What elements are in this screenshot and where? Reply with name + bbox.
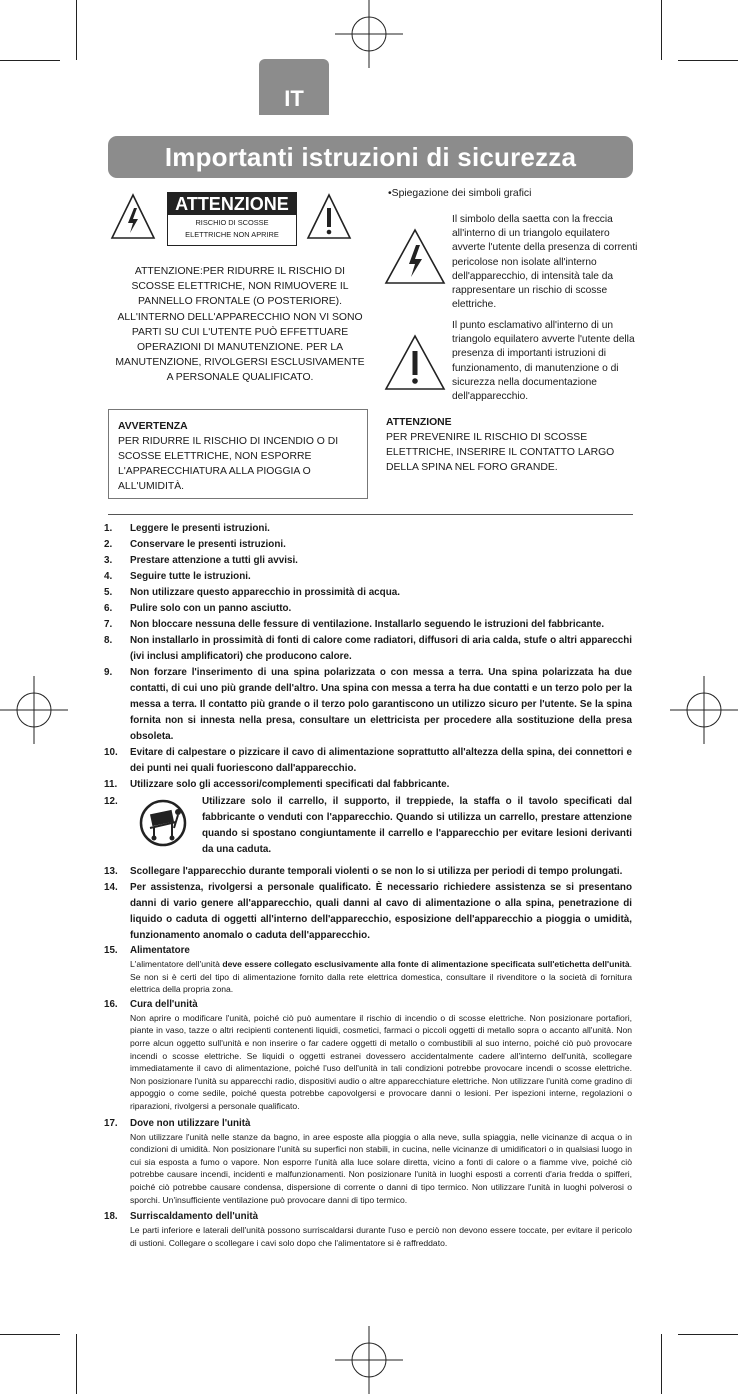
item-number: 4. xyxy=(104,571,113,582)
list-item xyxy=(104,880,632,944)
attention-label-box xyxy=(167,192,297,246)
item-text: Utilizzare solo gli accessori/complementi specificati dal fabbricante. xyxy=(130,779,450,790)
item-number: 10. xyxy=(104,747,118,758)
item-text: Non forzare l'inserimento di una spina polarizzata o con messa a terra. Una spina polarizzata ha due contatti, di cui uno più grande dell'altro. Una spina con messa a terra ha due contatti e un terzo polo per la messa a terra. Il contatto più grande o il terzo polo garantiscono un utilizzo sicuro per l'utente. Se la spina fornita non si innesta nella presa, consultare un elettricista per procedere alla sostituzione della presa obsoleta. xyxy=(130,667,632,742)
item-number: 2. xyxy=(104,539,113,550)
list-item xyxy=(104,537,632,553)
crop-mark xyxy=(76,1334,77,1394)
crop-mark xyxy=(76,0,77,60)
item-text: Evitare di calpestare o pizzicare il cavo di alimentazione soprattutto all'altezza della spina, dei connettori e dei punti nei quali fuoriescono dall'apparecchio. xyxy=(130,747,632,774)
exclamation-warning-icon xyxy=(384,334,446,392)
item-number: 17. xyxy=(104,1117,118,1129)
cart-tip-over-icon xyxy=(138,798,188,848)
avvertenza-text: PER RIDURRE IL RISCHIO DI INCENDIO O DI SCOSSE ELETTRICHE, NON ESPORRE L'APPARECCHIATURA ALLA PIOGGIA O ALL'UMIDITÀ. xyxy=(118,436,339,492)
item-text: L'alimentatore dell'unità xyxy=(130,959,223,969)
item-number: 11. xyxy=(104,779,118,790)
list-item xyxy=(104,569,632,585)
item-number: 5. xyxy=(104,587,113,598)
item-number: 13. xyxy=(104,866,118,877)
crop-mark xyxy=(661,0,662,60)
item-title: Surriscaldamento dell'unità xyxy=(130,1211,259,1223)
item-text: Non aprire o modificare l'unità, poiché ciò può aumentare il rischio di incendio o di scosse elettriche. Non posizionare portafiori, piante in vaso, tazze o altri recipienti contenenti liquidi, cosmetici, farmaci o piccoli oggetti di metallo sopra o accanto all'unità. Non porre alcun oggetto sull'unità e non inserire o far cadere oggetti di metallo o combustibili al suo interno, poiché ciò può provocare incendi o scosse elettriche. Se liquidi o oggetti estranei dovessero accidentalmente cadere all'interno dell'unità, scollegare immediatamente il cavo di alimentazione, poiché l'uso dell'unità in tali condizioni potrebbe provocare incendi o scosse elettriche. Non posizionare l'unità su apparecchi radio, dispositivi audio o altre apparecchiature elettriche. Non utilizzare l'unità come gradino di appoggio o come sedile, poiché questa potrebbe capovolgersi e provocare danni o lesioni. Per ispezioni interne, regolazioni o riparazioni, rivolgersi a personale qualificato. xyxy=(130,1012,633,1111)
crop-mark xyxy=(661,1334,662,1394)
list-item xyxy=(104,944,632,996)
item-text: . Se non si è certi del tipo di alimentazione fornito dalla rete elettrica domestica, consultare il rivenditore o la società di fornitura elettrica della propria zona. xyxy=(130,959,633,995)
item-text: Leggere le presenti istruzioni. xyxy=(130,523,270,534)
item-text: Prestare attenzione a tutti gli avvisi. xyxy=(130,555,298,566)
item-text: Seguire tutte le istruzioni. xyxy=(130,571,251,582)
attention-sub-line: RISCHIO DI SCOSSE xyxy=(195,218,269,227)
item-text: Utilizzare solo il carrello, il supporto, il treppiede, la staffa o il tavolo specificati dal fabbricante o venduti con l'apparecchio. Quando si utilizza un carrello, prestare attenzione quando si spostano congiuntamente il carrello e l'apparecchio per evitare lesioni derivanti da una caduta. xyxy=(202,796,632,855)
avvertenza-heading: AVVERTENZA xyxy=(118,421,188,432)
list-item xyxy=(104,794,632,858)
crop-mark xyxy=(0,1334,60,1335)
item-number: 12. xyxy=(104,796,118,807)
item-text: Non installarlo in prossimità di fonti di calore come radiatori, diffusori di aria calda, stufe o altri apparecchi (ivi inclusi amplificatori) che producono calore. xyxy=(130,635,632,662)
item-text: Non utilizzare questo apparecchio in prossimità di acqua. xyxy=(130,587,400,598)
item-title: Alimentatore xyxy=(130,945,190,956)
item-number: 1. xyxy=(104,523,113,534)
list-item xyxy=(104,1117,632,1207)
item-text: Conservare le presenti istruzioni. xyxy=(130,539,286,550)
item-title: Dove non utilizzare l'unità xyxy=(130,1117,251,1129)
item-number: 8. xyxy=(104,635,113,646)
list-item xyxy=(104,745,632,777)
item-number: 9. xyxy=(104,667,113,678)
crop-mark xyxy=(678,60,738,61)
crop-mark xyxy=(0,60,60,61)
registration-mark-top xyxy=(335,0,403,68)
crop-mark xyxy=(678,1334,738,1335)
list-item xyxy=(104,601,632,617)
item-number: 7. xyxy=(104,619,113,630)
item-number: 16. xyxy=(104,998,118,1010)
item-title: Cura dell'unità xyxy=(130,998,198,1010)
list-item xyxy=(104,585,632,601)
plug-attention-text: PER PREVENIRE IL RISCHIO DI SCOSSE ELETTRICHE, INSERIRE IL CONTATTO LARGO DELLA SPINA NEL FORO GRANDE. xyxy=(386,432,615,473)
item-number: 15. xyxy=(104,945,118,956)
lightning-warning-icon xyxy=(384,228,446,286)
item-number: 18. xyxy=(104,1211,118,1223)
item-number: 14. xyxy=(104,882,118,893)
list-item xyxy=(104,665,632,745)
item-number: 3. xyxy=(104,555,113,566)
registration-mark-left xyxy=(0,676,68,744)
list-item xyxy=(104,998,632,1113)
list-item xyxy=(104,633,632,665)
attention-warning-text: ATTENZIONE:PER RIDURRE IL RISCHIO DI SCOSSE ELETTRICHE, NON RIMUOVERE IL PANNELLO FRONTALE (O POSTERIORE). ALL'INTERNO DELL'APPARECCHIO NON VI SONO PARTI SU CUI L'UTENTE PUÒ EFFETTUARE OPERAZIONI DI MANUTENZIONE. PER LA MANUTENZIONE, RIVOLGERSI ESCLUSIVAMENTE A PERSONALE QUALIFICATO. xyxy=(115,266,365,384)
exclamation-warning-icon xyxy=(306,192,352,242)
plug-attention-heading: ATTENZIONE xyxy=(386,417,452,428)
instructions-list xyxy=(104,521,632,1249)
item-text: Pulire solo con un panno asciutto. xyxy=(130,603,292,614)
item-text: Scollegare l'apparecchio durante temporali violenti o se non lo si utilizza per periodi di tempo prolungati. xyxy=(130,866,623,877)
list-item xyxy=(104,777,632,793)
registration-mark-bottom xyxy=(335,1326,403,1394)
lightning-warning-icon xyxy=(110,192,156,242)
page-title: Importanti istruzioni di sicurezza xyxy=(108,136,633,178)
lightning-symbol-explanation: Il simbolo della saetta con la freccia all'interno di un triangolo equilatero avverte l'utente della presenza di correnti pericolose non isolate all'interno dell'apparecchio, di intensità tale da rappresentare un rischio di scosse elettriche. xyxy=(452,214,638,311)
item-text-bold: deve essere collegato esclusivamente alla fonte di alimentazione specificata sull'etichetta dell'unità xyxy=(222,959,630,969)
item-text: Non bloccare nessuna delle fessure di ventilazione. Installarlo seguendo le istruzioni del fabbricante. xyxy=(130,619,605,630)
avvertenza-box xyxy=(108,409,368,499)
item-text: Non utilizzare l'unità nelle stanze da bagno, in aree esposte alla pioggia o alla neve, sulla spiaggia, nelle vicinanze di acqua o in condizioni di umidità. Non posizionare l'unità su superfici non stabili, in cucina, nelle vicinanze di umidificatori o in qualsiasi luogo in cui sia esposta a fumo o vapore. Non esporre l'unità alla luce solare diretta, vicino a fonti di calore o a fiamme vive, poiché ciò potrebbe causare incendi, incidenti e malfunzionamenti. Non posizionare l'unità in luoghi esposti a correnti d'aria fredda o spifferi, poiché ciò potrebbe causare condensa, dispersione di corrente o danni di tipo termico. Non utilizzare l'unità in luoghi polverosi o sporchi. Un'insufficiente ventilazione può provocare danni di tipo termico. xyxy=(130,1131,632,1205)
exclamation-symbol-explanation: Il punto esclamativo all'interno di un triangolo equilatero avverte l'utente della presenza di importanti istruzioni di funzionamento, di manutenzione o di sicurezza nella documentazione dell'apparecchio. xyxy=(452,320,635,403)
item-number: 6. xyxy=(104,603,113,614)
list-item xyxy=(104,521,632,537)
attention-sub-line: ELETTRICHE NON APRIRE xyxy=(185,230,279,239)
item-text: Per assistenza, rivolgersi a personale qualificato. È necessario richiedere assistenza se si presentano danni di vario genere all'apparecchio, quali danni al cavo di alimentazione o alla spina, penetrazione di liquido o caduta di oggetti all'interno dell'apparecchio, esposizione dell'apparecchio a pioggia o umidità, funzionamento anomalo o caduta dell'apparecchio. xyxy=(130,882,632,941)
symbols-intro: •Spiegazione dei simboli grafici xyxy=(388,188,532,199)
list-item xyxy=(104,617,632,633)
list-item xyxy=(104,553,632,569)
attention-heading: ATTENZIONE xyxy=(168,193,296,215)
list-item xyxy=(104,1210,632,1249)
divider xyxy=(108,514,633,515)
registration-mark-right xyxy=(670,676,738,744)
list-item xyxy=(104,864,632,880)
plug-attention xyxy=(386,415,636,475)
language-tab: IT xyxy=(259,59,329,115)
item-text: Le parti inferiore e laterali dell'unità possono surriscaldarsi durante l'uso e perciò non devono essere toccate, per evitare il pericolo di ustioni. Collegare o scollegare i cavi solo dopo che l'alimentatore si è raffreddato. xyxy=(130,1225,632,1248)
